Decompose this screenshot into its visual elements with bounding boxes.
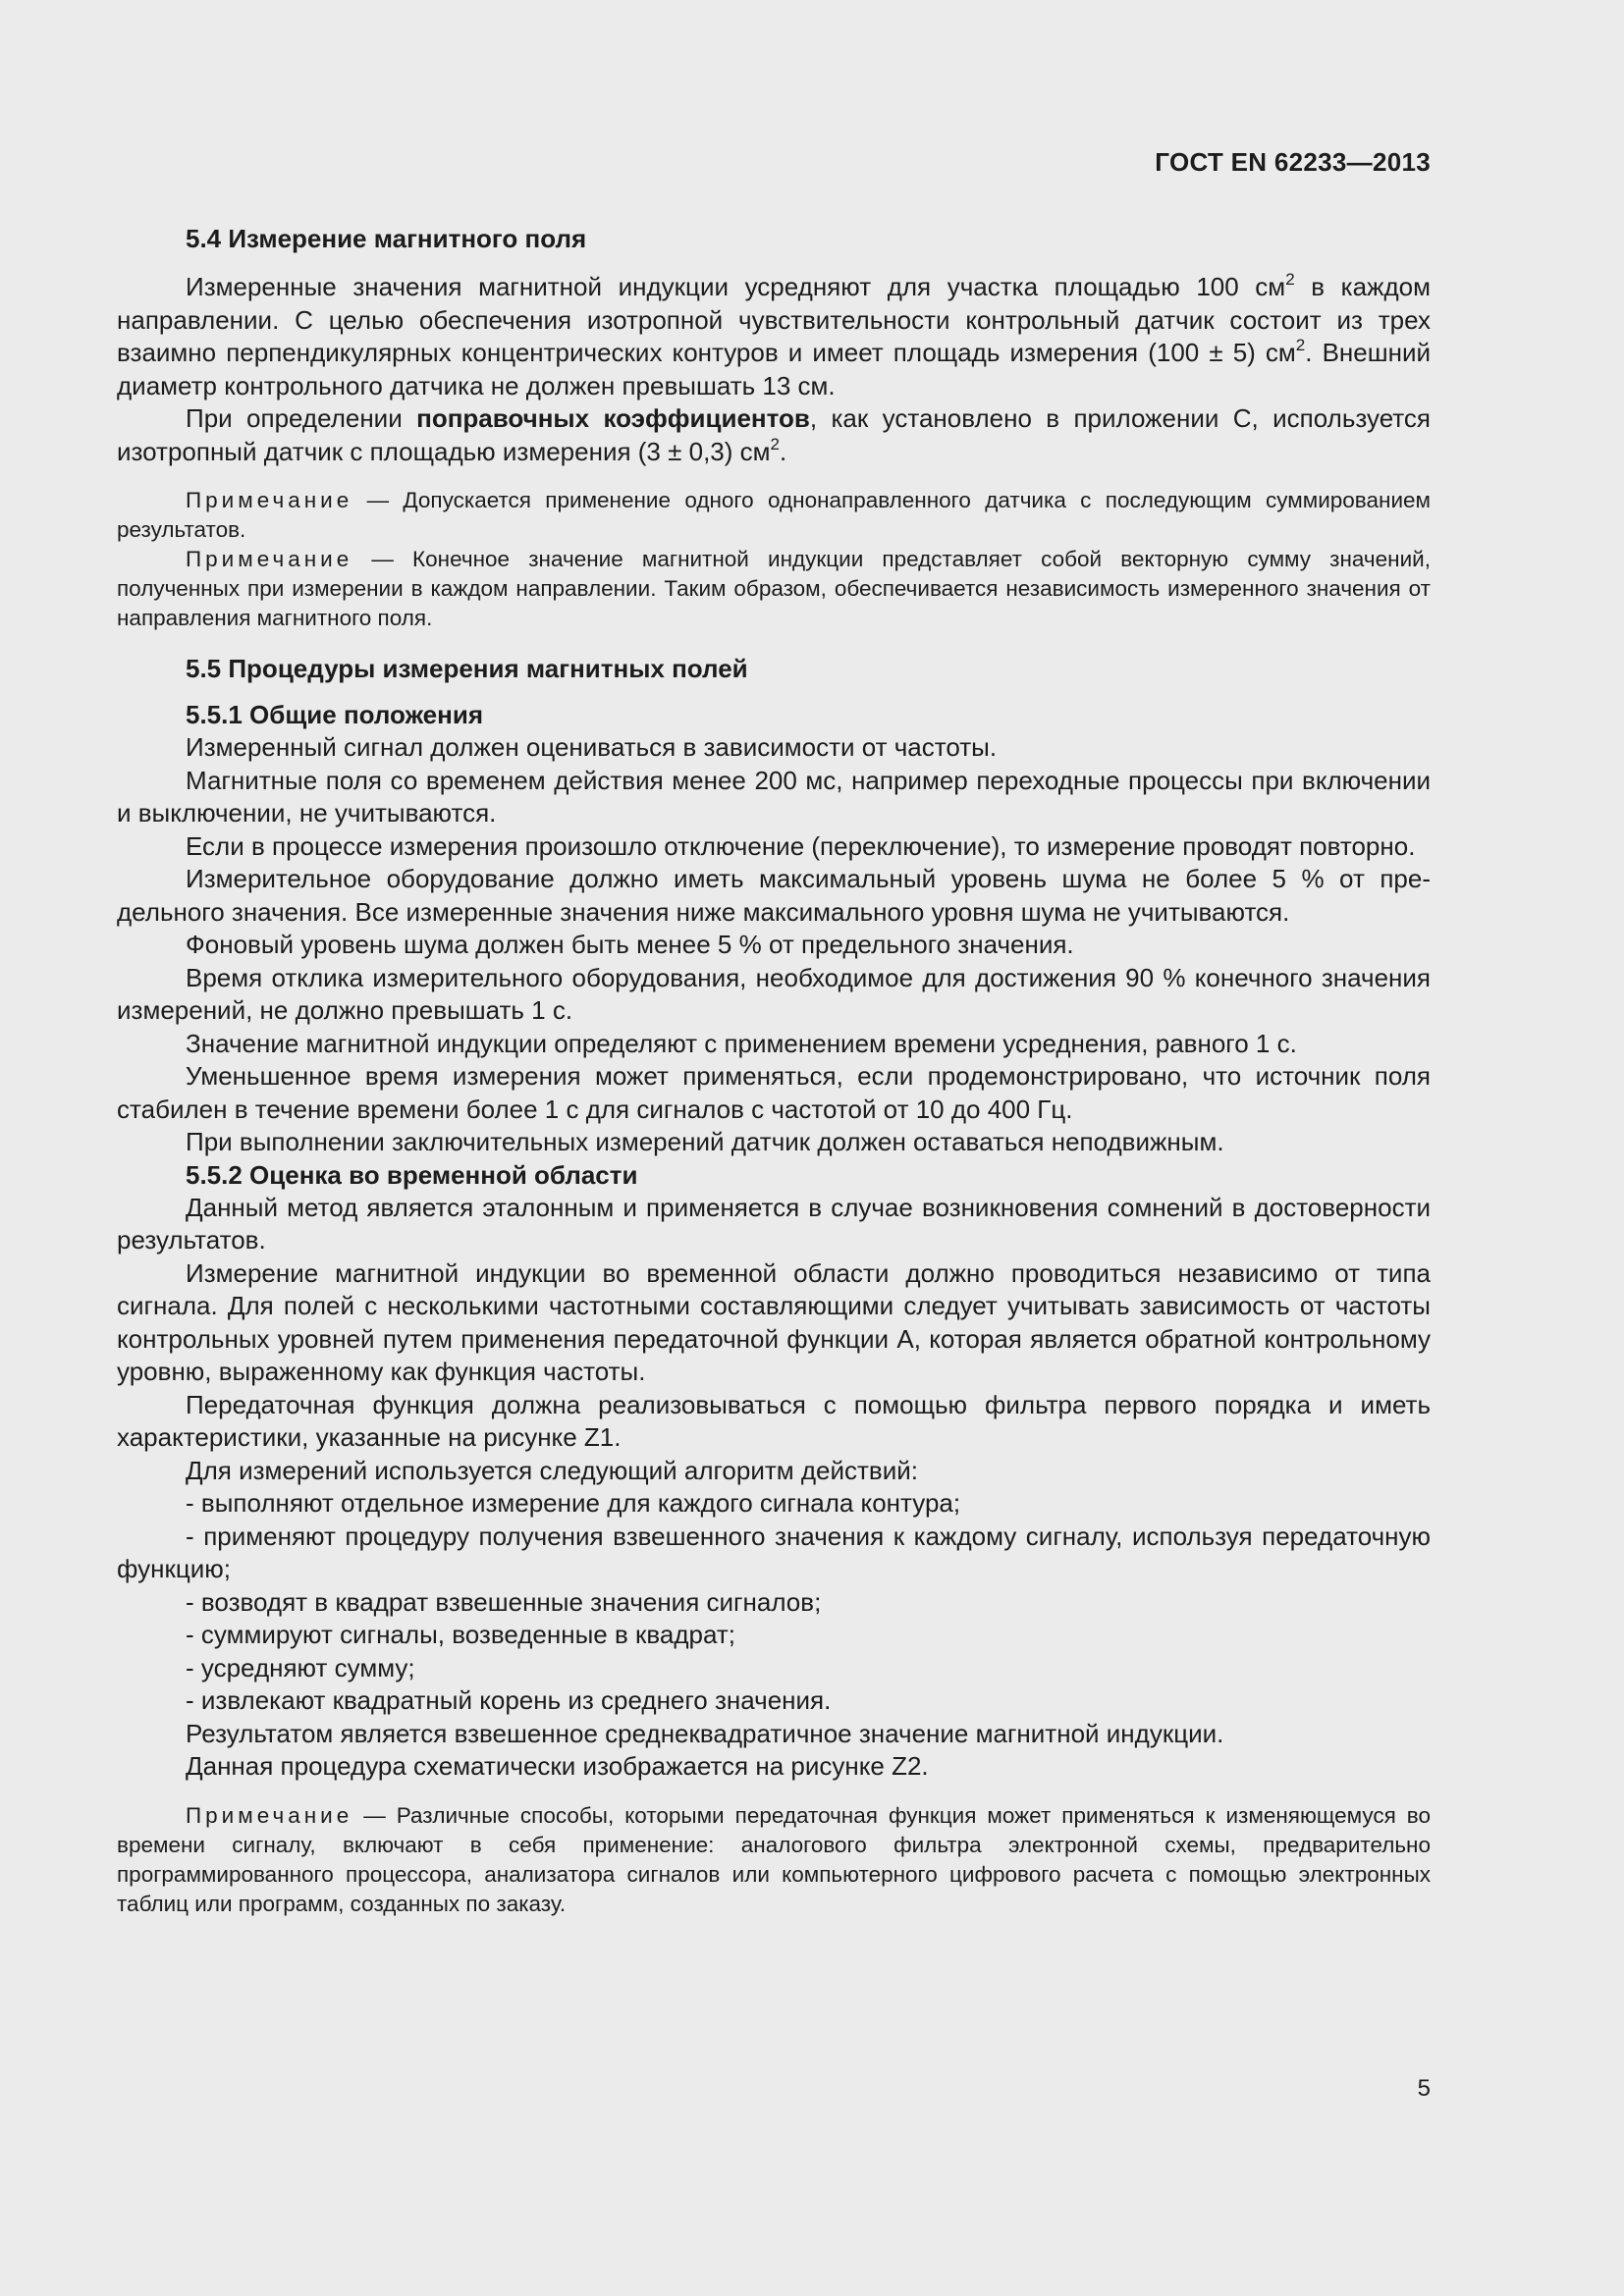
s552-paragraph: Для измерений используется следующий алгоритм действий: bbox=[186, 1455, 919, 1485]
section-5-5-title: 5.5 Процедуры измерения магнитных полей bbox=[186, 654, 748, 683]
s54-paragraph-2: При определении поправочных коэффициентов, как установлено в приложении C, используется изотропный датчик с площадью измерения (3 ± 0,3) $см^2$. bbox=[117, 403, 1431, 466]
s552-paragraph: Результатом является взвешенное среднеквадратичное значение магнитной индукции. bbox=[186, 1718, 1224, 1748]
note-3: Примечание — Различные способы, которыми передаточная функция может применяться к изменяющемуся во времени сигналу, включают в себя применение: аналогового фильтра электронной схемы, предварительно программированного процессора, анализатора сигналов или компьютерного цифрового расчета с помощью электронных таблиц или программ, созданных по заказу. bbox=[117, 1802, 1431, 1916]
s552-paragraph: Данная процедура схематически изображается на рисунке Z2. bbox=[186, 1751, 929, 1781]
list-item: - возводят в квадрат взвешенные значения сигналов; bbox=[186, 1586, 822, 1617]
s54-paragraph-1: Измеренные значения магнитной индукции усредняют для участка площадью 100 $см^2$ в каждом направлении. С целью обеспечения изотропной чувствительности контрольный датчик состоит из трех взаимно перпендикулярных концентрических контуров и имеет площадь измерения (100 ± 5) $см^2$. Внешний диаметр контрольного датчика не должен превышать 13 см. bbox=[117, 270, 1432, 400]
note-2: Примечание — Конечное значение магнитной индукции представляет собой векторную сумму значений, полученных при измерении в каждом направлении. Таким образом, обеспечивается независимость измеренного значения от направления магнитного поля. bbox=[117, 547, 1431, 630]
list-item: - усредняют сумму; bbox=[186, 1652, 415, 1682]
list-item: - применяют процедуру получения взвешенного значения к каждому сигналу, используя передаточную функцию; bbox=[117, 1521, 1431, 1583]
page-number: 5 bbox=[1417, 2075, 1431, 2102]
s552-paragraph: Измерение магнитной индукции во временной области должно проводиться независимо от типа сигнала. Для полей с несколькими частотными составляющими следует учитывать зависимость от частоты контрольных уровней путем применения передаточной функции A, которая является обратной контрольному уровню, выраженному как функция частоты. bbox=[117, 1257, 1431, 1386]
s551-paragraph: Уменьшенное время измерения может применяться, если продемонстрировано, что источник поля стабилен в течение времени более 1 с для сигналов с частотой от 10 до 400 Гц. bbox=[117, 1061, 1431, 1124]
s552-paragraph: Передаточная функция должна реализовываться с помощью фильтра первого порядка и иметь характеристики, указанные на рисунке Z1. bbox=[117, 1389, 1431, 1452]
list-item: - суммируют сигналы, возведенные в квадрат; bbox=[186, 1620, 736, 1649]
s551-paragraph: Измеренный сигнал должен оцениваться в зависимости от частоты. bbox=[186, 732, 998, 762]
note-label: Примечание bbox=[186, 488, 353, 512]
s551-paragraph: Если в процессе измерения произошло отключение (переключение), то измерение проводят повторно. bbox=[186, 830, 1416, 861]
section-5-5-1-title: 5.5.1 Общие положения bbox=[186, 700, 483, 729]
s552-paragraph: Данный метод является эталонным и применяется в случае возникновения сомнений в достоверности результатов. bbox=[117, 1192, 1431, 1255]
note-label: Примечание bbox=[186, 547, 353, 571]
section-5-4-title: 5.4 Измерение магнитного поля bbox=[186, 224, 587, 253]
s551-paragraph: Значение магнитной индукции определяют с применением времени усреднения, равного 1 с. bbox=[186, 1028, 1297, 1058]
s551-paragraph: Измерительное оборудование должно иметь максимальный уровень шума не более 5 % от предельного значения. Все измеренные значения ниже максимального уровня шума не учитываются. bbox=[117, 864, 1431, 927]
s551-paragraph: При выполнении заключительных измерений датчик должен оставаться неподвижным. bbox=[186, 1127, 1224, 1156]
note-label: Примечание bbox=[186, 1802, 353, 1828]
note-1: Примечание — Допускается применение одного однонаправленного датчика с последующим суммированием результатов. bbox=[117, 488, 1431, 542]
s551-paragraph: Магнитные поля со временем действия менее 200 мс, например переходные процессы при включении и выключении, не учитываются. bbox=[117, 765, 1431, 828]
page-content bbox=[117, 223, 1431, 1919]
document-code-header: ГОСТ EN 62233—2013 bbox=[1155, 147, 1431, 177]
list-item: - извлекают квадратный корень из среднего значения. bbox=[186, 1685, 832, 1715]
s551-paragraph: Время отклика измерительного оборудования, необходимое для достижения 90 % конечного значения измерений, не должно превышать 1 с. bbox=[117, 962, 1431, 1025]
list-item: - выполняют отдельное измерение для каждого сигнала контура; bbox=[186, 1488, 961, 1518]
section-5-5-2-title: 5.5.2 Оценка во временной области bbox=[186, 1159, 638, 1190]
s551-paragraph: Фоновый уровень шума должен быть менее 5 % от предельного значения. bbox=[186, 930, 1074, 959]
